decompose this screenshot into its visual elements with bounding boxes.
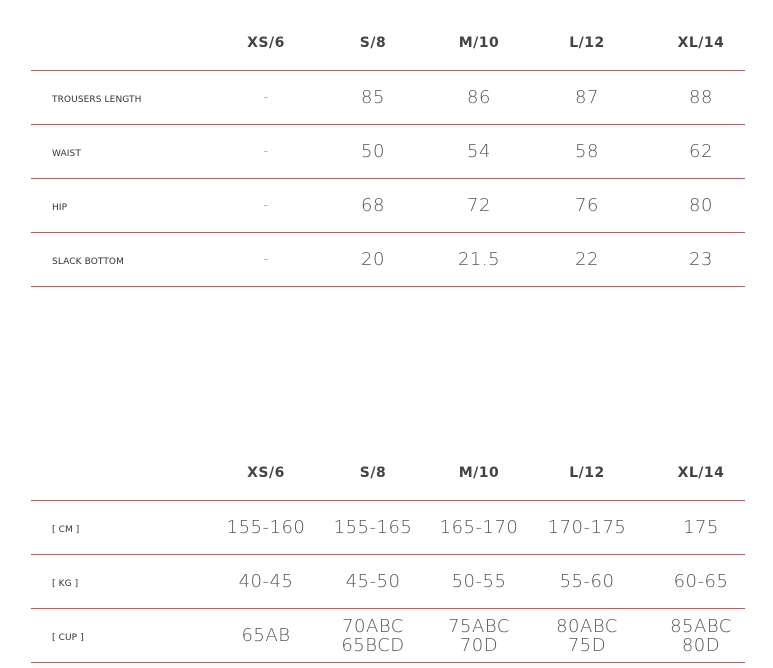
size-header: S/8: [359, 35, 387, 51]
size-header: M/10: [458, 35, 500, 51]
row-label: [ CM ]: [52, 524, 80, 535]
table-cell: 86: [467, 87, 491, 108]
row-label: TROUSERS LENGTH: [52, 94, 142, 105]
cell-line: 65AB: [241, 625, 291, 646]
size-header: XS/6: [247, 465, 285, 481]
row-label: WAIST: [52, 148, 81, 159]
table-cell: 175: [683, 517, 719, 538]
table-cell: -: [263, 143, 269, 159]
table-row-hip: [31, 178, 745, 232]
cell-line: 80ABC: [556, 615, 618, 637]
table-row-waist: [31, 124, 745, 178]
table-cell: 76: [575, 195, 599, 216]
table-cell: 20: [361, 249, 385, 270]
table-cell: 60-65: [673, 571, 729, 592]
table-cell: 23: [689, 249, 713, 270]
table-cell: 80: [689, 195, 713, 216]
size-header: XL/14: [677, 465, 725, 481]
cell-line: 75D: [567, 634, 607, 656]
row-label: [ KG ]: [52, 578, 79, 589]
body-size-table: [31, 430, 745, 663]
size-header: S/8: [359, 465, 387, 481]
table-cell: 72: [467, 195, 491, 216]
table-cell: 88: [689, 87, 713, 108]
size-header: XL/14: [677, 35, 725, 51]
table-cell: 50-55: [451, 571, 507, 592]
table-cell: 85: [361, 87, 385, 108]
table-cell: 45-50: [345, 571, 401, 592]
table-cell: 170-175: [547, 517, 627, 538]
table-cell: 58: [575, 141, 599, 162]
table-cell: 155-165: [333, 517, 413, 538]
table-cell: 50: [361, 141, 385, 162]
size-header-row: [31, 430, 745, 500]
table-cell: [651, 609, 751, 662]
row-label: SLACK BOTTOM: [52, 256, 124, 267]
table-row-trousers-length: [31, 70, 745, 124]
table-cell: -: [263, 89, 269, 105]
table-cell: 40-45: [238, 571, 294, 592]
table-cell: [323, 609, 423, 662]
table-cell: [537, 609, 637, 662]
cell-line: 75ABC: [448, 615, 510, 637]
table-cell: 54: [467, 141, 491, 162]
row-label: [ CUP ]: [52, 632, 84, 643]
trousers-size-table: [31, 0, 745, 287]
table-cell: -: [263, 251, 269, 267]
table-cell: 87: [575, 87, 599, 108]
table-cell: 62: [689, 141, 713, 162]
size-header: XS/6: [247, 35, 285, 51]
table-cell: -: [263, 197, 269, 213]
table-cell: 22: [575, 249, 599, 270]
table-cell: 155-160: [226, 517, 306, 538]
table-cell: 21.5: [457, 249, 501, 270]
row-label: HIP: [52, 202, 68, 213]
cell-line: 65BCD: [341, 634, 405, 656]
table-cell: [429, 609, 529, 662]
table-cell: [216, 609, 316, 662]
table-cell: 55-60: [559, 571, 615, 592]
table-cell: 68: [361, 195, 385, 216]
cell-line: 70D: [459, 634, 499, 656]
cell-line: 85ABC: [670, 615, 732, 637]
size-header: L/12: [569, 465, 605, 481]
size-header: L/12: [569, 35, 605, 51]
table-row-kg: [31, 554, 745, 608]
cell-line: 80D: [681, 634, 721, 656]
table-row-slack-bottom: [31, 232, 745, 287]
cell-line: 70ABC: [342, 615, 404, 637]
table-row-cm: [31, 500, 745, 554]
size-header: M/10: [458, 465, 500, 481]
table-row-cup: [31, 608, 745, 663]
size-header-row: [31, 0, 745, 70]
table-cell: 165-170: [439, 517, 519, 538]
